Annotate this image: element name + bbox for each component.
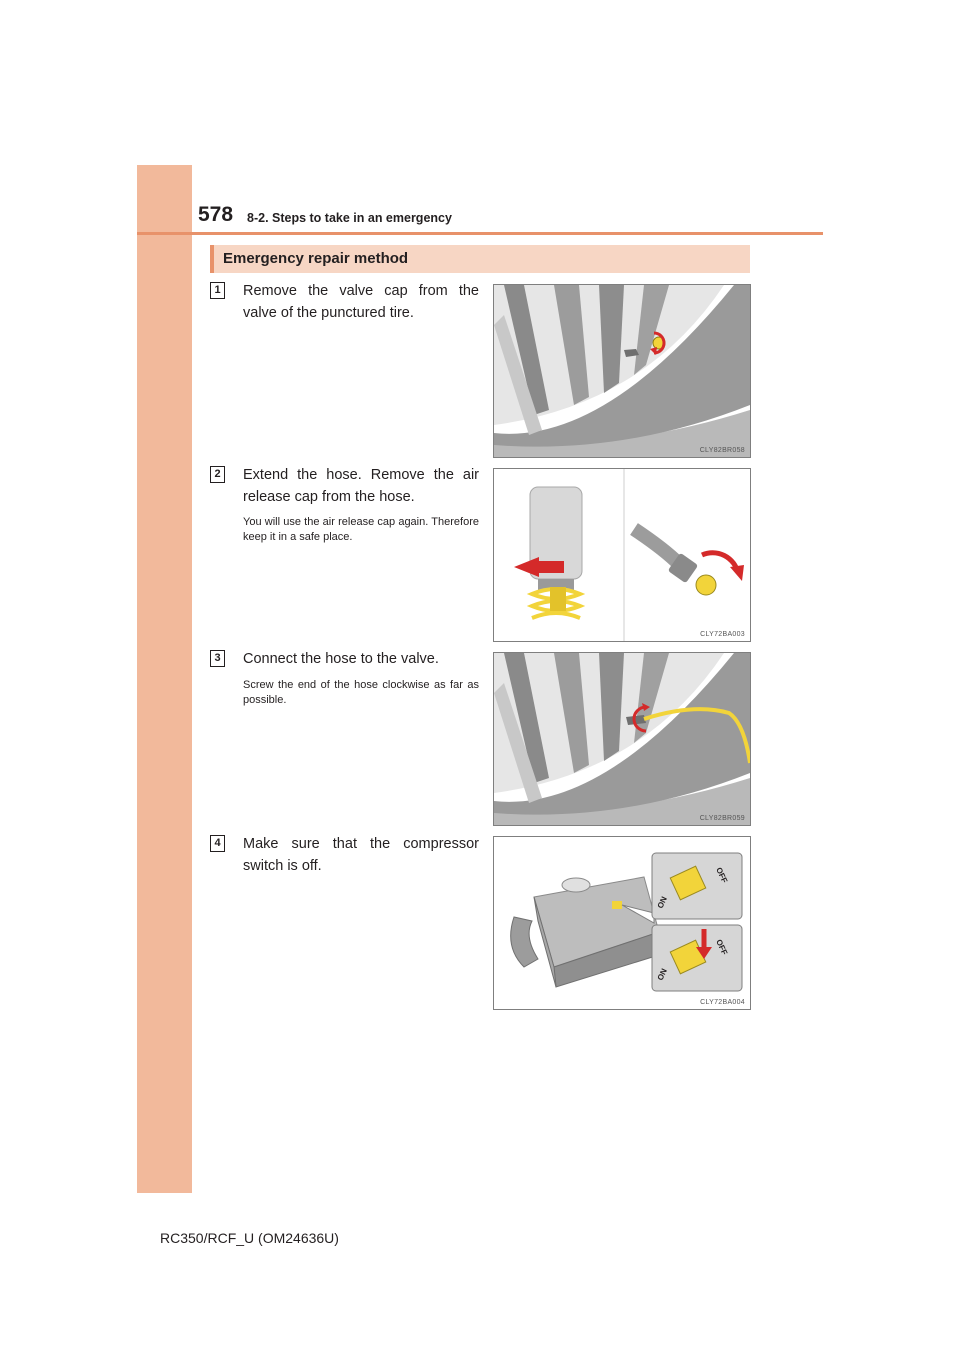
sidebar-tab (137, 165, 192, 1193)
switch-label-on: ON (655, 895, 669, 910)
step-number: 4 (210, 835, 225, 852)
figure-remove-valve-cap (493, 284, 751, 458)
step-text: Remove the valve cap from the valve of the punctured tire. (243, 283, 479, 321)
figure-code: CLY82BR059 (699, 815, 745, 822)
step-text: Extend the hose. Remove the air release cap from the hose. (243, 467, 479, 505)
step-note: You will use the air release cap again. Therefore keep it in a safe place. (243, 516, 479, 543)
hose-valve-illustration (494, 653, 750, 825)
step-text: Connect the hose to the valve. (243, 651, 439, 667)
switch-label-off: OFF (714, 866, 730, 885)
section-title: Emergency repair method (223, 250, 409, 267)
figure-hose-release-cap (493, 468, 751, 642)
hose-cap-illustration (494, 469, 750, 641)
compressor-illustration (494, 837, 750, 1009)
step-number: 2 (210, 466, 225, 483)
wheel-valve-illustration (494, 285, 750, 457)
page-number: 578 (198, 203, 234, 226)
step-text: Make sure that the compressor switch is off. (243, 836, 479, 874)
switch-label-on: ON (655, 967, 669, 982)
section-header (210, 245, 750, 273)
figure-connect-hose (493, 652, 751, 826)
switch-label-off: OFF (714, 938, 730, 957)
footer-model: RC350/RCF_U (OM24636U) (160, 1230, 339, 1246)
step-number: 3 (210, 650, 225, 667)
figure-code: CLY72BA003 (700, 631, 745, 638)
figure-code: CLY72BA004 (700, 999, 745, 1006)
figure-code: CLY82BR058 (699, 447, 745, 454)
chapter-title: 8-2. Steps to take in an emergency (247, 211, 452, 225)
section-accent (210, 245, 214, 273)
figure-compressor-switch (493, 836, 751, 1010)
step-number: 1 (210, 282, 225, 299)
step-note: Screw the end of the hose clockwise as far as possible. (243, 679, 479, 706)
header-rule (137, 232, 823, 235)
